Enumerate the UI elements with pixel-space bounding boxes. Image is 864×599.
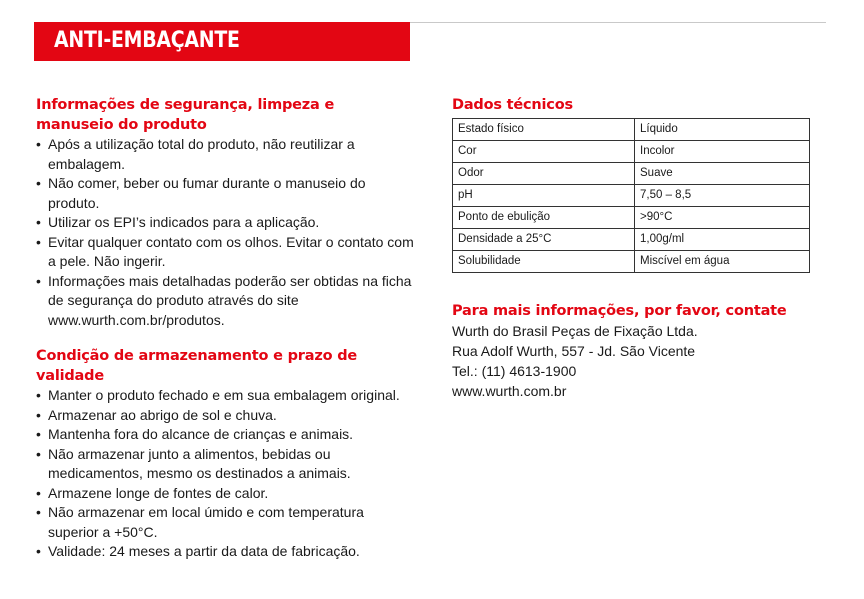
table-row xyxy=(453,185,810,207)
table-cell-value: Suave xyxy=(635,163,810,185)
table-row xyxy=(453,163,810,185)
table-cell-key: Densidade a 25°C xyxy=(453,229,635,251)
table-cell-value: >90°C xyxy=(635,207,810,229)
table-row xyxy=(453,141,810,163)
right-column xyxy=(452,95,822,401)
left-column xyxy=(36,95,416,562)
list-item: • Utilizar os EPI’s indicados para a aplicação. xyxy=(36,213,416,233)
title-banner xyxy=(34,22,410,61)
contact-company: Wurth do Brasil Peças de Fixação Ltda. xyxy=(452,323,698,339)
list-item: • Evitar qualquer contato com os olhos. Evitar o contato com a pele. Não ingerir. xyxy=(36,233,416,272)
list-item: • Armazene longe de fontes de calor. xyxy=(36,484,416,504)
table-cell-key: Odor xyxy=(453,163,635,185)
table-cell-value: Miscível em água xyxy=(635,251,810,273)
technical-table xyxy=(452,118,810,273)
safety-list xyxy=(36,135,416,330)
list-item: • Não armazenar em local úmido e com temperatura superior a +50°C. xyxy=(36,503,416,542)
table-row xyxy=(453,251,810,273)
table-cell-key: Ponto de ebulição xyxy=(453,207,635,229)
table-cell-key: pH xyxy=(453,185,635,207)
table-cell-value: Líquido xyxy=(635,119,810,141)
table-cell-key: Estado físico xyxy=(453,119,635,141)
table-cell-key: Cor xyxy=(453,141,635,163)
list-item: • Não comer, beber ou fumar durante o manuseio do produto. xyxy=(36,174,416,213)
contact-phone: Tel.: (11) 4613-1900 xyxy=(452,363,577,379)
technical-heading: Dados técnicos xyxy=(452,97,573,113)
storage-heading: Condição de armazenamento e prazo de validade xyxy=(36,348,358,384)
contact-address: Rua Adolf Wurth, 557 - Jd. São Vicente xyxy=(452,343,696,359)
safety-heading: Informações de segurança, limpeza e manuseio do produto xyxy=(36,97,335,133)
table-cell-value: 1,00g/ml xyxy=(635,229,810,251)
list-item: • Armazenar ao abrigo de sol e chuva. xyxy=(36,406,416,426)
table-cell-key: Solubilidade xyxy=(453,251,635,273)
page-title: ANTI-EMBAÇANTE xyxy=(54,28,240,53)
contact-section xyxy=(452,301,822,401)
contact-heading: Para mais informações, por favor, contate xyxy=(452,303,787,319)
list-item: • Manter o produto fechado e em sua embalagem original. xyxy=(36,386,416,406)
list-item: • Não armazenar junto a alimentos, bebidas ou medicamentos, mesmo os destinados a animais. xyxy=(36,445,416,484)
list-item: • Mantenha fora do alcance de crianças e animais. xyxy=(36,425,416,445)
table-cell-value: 7,50 – 8,5 xyxy=(635,185,810,207)
storage-list xyxy=(36,386,416,562)
table-cell-value: Incolor xyxy=(635,141,810,163)
contact-website: www.wurth.com.br xyxy=(452,383,567,399)
table-row xyxy=(453,119,810,141)
list-item: • Após a utilização total do produto, não reutilizar a embalagem. xyxy=(36,135,416,174)
list-item: • Validade: 24 meses a partir da data de fabricação. xyxy=(36,542,416,562)
table-row xyxy=(453,229,810,251)
list-item: • Informações mais detalhadas poderão ser obtidas na ficha de segurança do produto através do site www.wurth.com.br/produtos. xyxy=(36,272,416,331)
table-row xyxy=(453,207,810,229)
